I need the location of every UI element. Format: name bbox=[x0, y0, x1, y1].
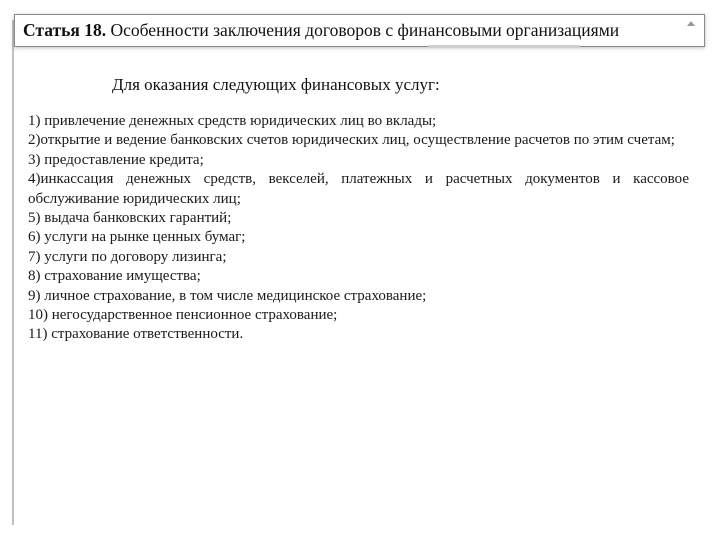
list-item: 9) личное страхование, в том числе медицинское страхование; bbox=[28, 287, 427, 304]
slide-title-bar bbox=[14, 14, 705, 47]
list-item: 1) привлечение денежных средств юридических лиц во вклады; bbox=[28, 113, 437, 129]
list-item: 2)открытие и ведение банковских счетов юридических лиц, осуществление расчетов по этим счетам; bbox=[28, 132, 675, 149]
list-item: 6) услуги на рынке ценных бумаг; bbox=[28, 229, 246, 246]
list-item: 5) выдача банковских гарантий; bbox=[28, 210, 232, 227]
left-decorative-rule bbox=[12, 20, 14, 525]
list-item: 7) услуги по договору лизинга; bbox=[28, 248, 227, 265]
slide-title-article: Статья 18. bbox=[23, 20, 107, 40]
list-item: 3) предоставление кредита; bbox=[28, 151, 204, 168]
list-item: 10) негосударственное пенсионное страхование; bbox=[28, 307, 338, 324]
services-list bbox=[28, 112, 689, 345]
triangle-icon bbox=[687, 21, 695, 26]
list-item: 8) страхование имущества; bbox=[28, 268, 201, 285]
slide-subtitle: Для оказания следующих финансовых услуг: bbox=[112, 75, 440, 94]
slide-title bbox=[23, 15, 619, 46]
list-item: 11) страхование ответственности. bbox=[28, 326, 244, 343]
title-underline-accent bbox=[428, 45, 580, 48]
list-item: 4)инкассация денежных средств, векселей, платежных и расчетных документов и кассовое обслуживание юридических лиц; bbox=[28, 171, 689, 207]
slide-title-text: Особенности заключения договоров с финансовыми организациями bbox=[106, 20, 620, 40]
